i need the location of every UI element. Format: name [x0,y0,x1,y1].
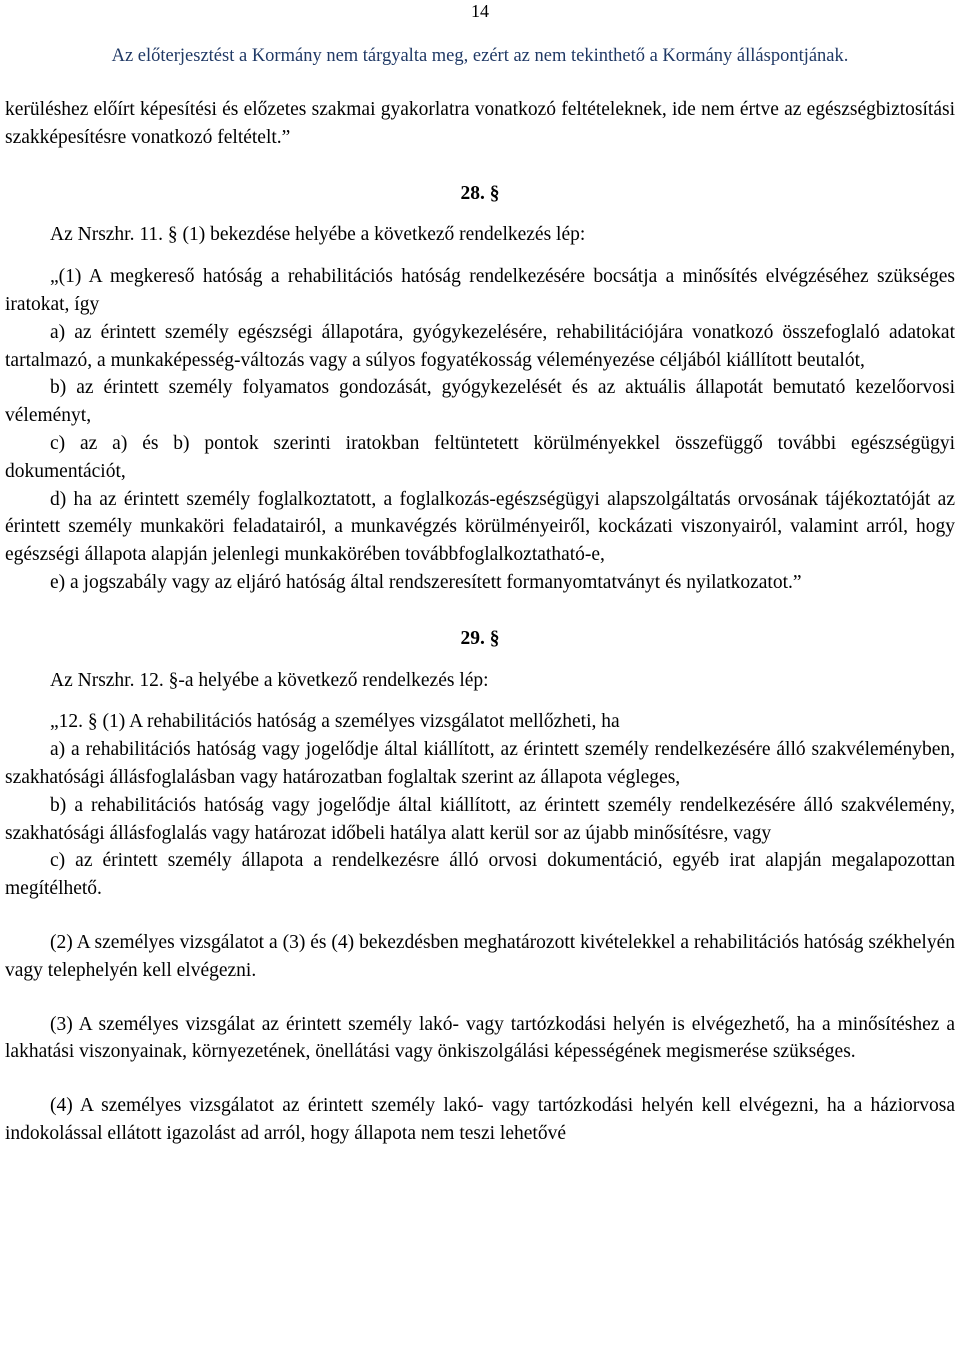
document-body [5,96,955,1148]
paragraph-28-1: „(1) A megkereső hatóság a rehabilitációs hatóság rendelkezésére bocsátja a minősítés elvégzéséhez szükséges iratokat, így [5,266,955,315]
section-intro-28: Az Nrszhr. 11. § (1) bekezdése helyébe a következő rendelkezés lép: [50,224,586,246]
point-28-b: b) az érintett személy folyamatos gondozását, gyógykezelését és az aktuális állapotát bemutató kezelőorvosi véleményt, [5,377,955,427]
point-28-c: c) az a) és b) pontok szerinti iratokban feltüntetett körülményekkel összefüggő további egészségügyi dokumentációt, [5,432,955,482]
point-29-b: b) a rehabilitációs hatóság vagy jogelődje által kiállított, az érintett személy rendelkezésére álló szakvélemény, szakhatósági állásfoglalás vagy határozat időbeli hatálya alatt kerül sor az újabb minősítésre, vagy [5,794,955,844]
point-29-c: c) az érintett személy állapota a rendelkezésre álló orvosi dokumentáció, egyéb irat alapján megalapozottan megítélhető. [5,850,955,900]
paragraph-29-2: (2) A személyes vizsgálatot a (3) és (4) bekezdésben meghatározott kivételekkel a rehabilitációs hatóság székhelyén vagy telephelyén kell elvégezni. [5,931,955,981]
page-number: 14 [471,1,489,21]
point-28-d: d) ha az érintett személy foglalkoztatott, a foglalkozás-egészségügyi alapszolgáltatás orvosának tájékoztatóját az érintett személy munkaköri feladatairól, a munkavégzés körülményeiről, kockázati viszonyairól, valamint arról, hogy egészségi állapota alapján jelenlegi munkakörében továbbfoglalkoztatható-e, [5,488,955,566]
paragraph-29-1: „12. § (1) A rehabilitációs hatóság a személyes vizsgálatot mellőzheti, ha [50,711,620,733]
draft-notice: Az előterjesztést a Kormány nem tárgyalta meg, ezért az nem tekinthető a Kormány álláspontjának. [111,46,849,66]
section-heading-29: 29. § [460,627,500,649]
point-29-a: a) a rehabilitációs hatóság vagy jogelődje által kiállított, az érintett személy rendelkezésére álló szakvéleményben, szakhatósági állásfoglalásban vagy határozatban foglaltak szerint az állapota végleges, [5,739,955,788]
paragraph-29-4: (4) A személyes vizsgálatot az érintett személy lakó- vagy tartózkodási helyén kell elvégezni, ha a háziorvosa indokolással ellátott igazolást ad arról, hogy állapota nem teszi lehetővé [5,1095,955,1144]
section-heading-28: 28. § [460,182,500,204]
section-intro-29: Az Nrszhr. 12. §-a helyébe a következő rendelkezés lép: [50,669,489,691]
paragraph-29-3: (3) A személyes vizsgálat az érintett személy lakó- vagy tartózkodási helyén is elvégezhető, ha a minősítéshez a lakhatási viszonyainak, környezetének, önellátási vagy önkiszolgálási képességének megismerése szükséges. [5,1013,955,1063]
point-28-e: e) a jogszabály vagy az eljáró hatóság által rendszeresített formanyomtatványt és nyilatkozatot.” [50,571,802,593]
point-28-a: a) az érintett személy egészségi állapotára, gyógykezelésére, rehabilitációjára vonatkozó összefoglaló adatokat tartalmazó, a munkaképesség-változás vagy a súlyos fogyatékosság véleményezése céljából kiállított beutalót, [5,321,955,371]
paragraph-continuation: kerüléshez előírt képesítési és előzetes szakmai gyakorlatra vonatkozó feltételeknek, ide nem értve az egészségbiztosítási szakképesítésre vonatkozó feltételt.” [5,99,955,148]
